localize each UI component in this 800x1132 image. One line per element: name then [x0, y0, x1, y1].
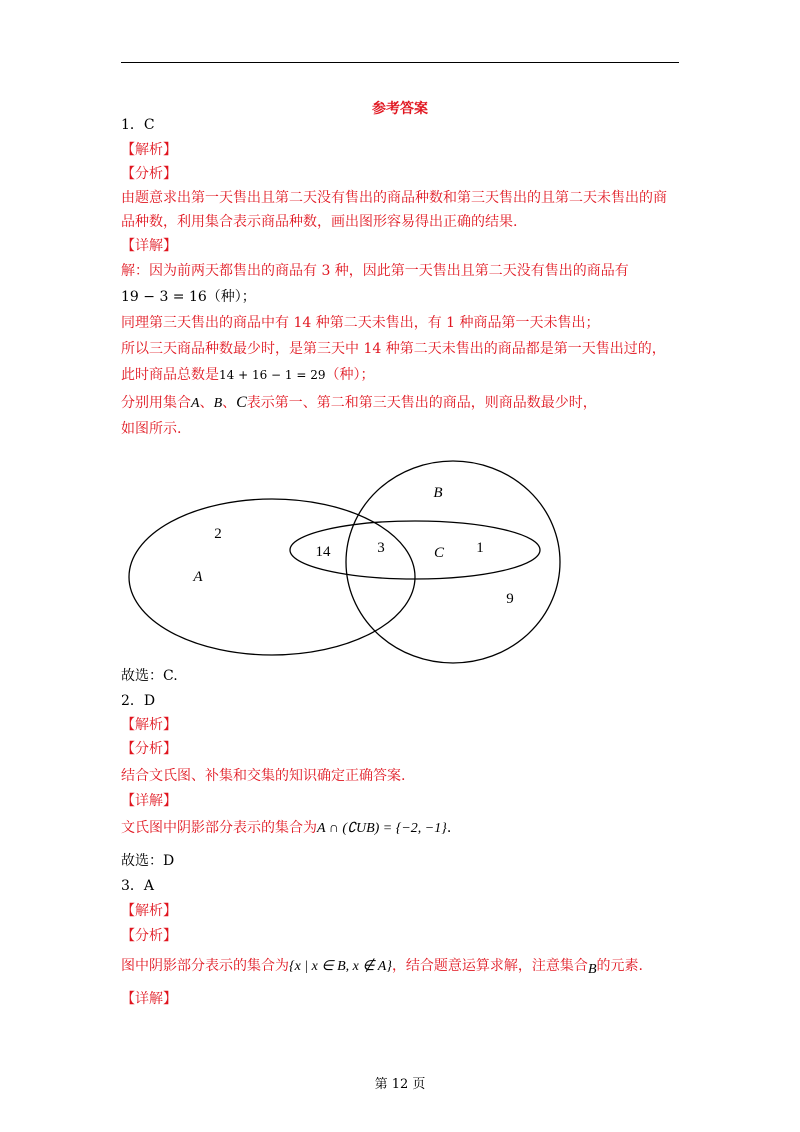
q1-detail-1: 解：因为前两天都售出的商品有 3 种，因此第一天售出且第二天没有售出的商品有: [121, 263, 629, 279]
q3-fenxi-text: [121, 957, 643, 976]
page-number: 第 12 页: [374, 1077, 426, 1092]
q1-detail-6-post: 表示第一、第二和第三天售出的商品，则商品数最少时，: [246, 395, 597, 411]
q1-xiangjie-heading: 【详解】: [121, 238, 177, 254]
q2-jiexi-heading: 【解析】: [121, 717, 177, 733]
q2-detail-1-post: .: [446, 820, 452, 836]
venn-region-b-c: 1: [476, 540, 484, 556]
venn-label-c: C: [433, 545, 445, 561]
q2-detail-1-pre: 文氏图中阴影部分表示的集合为: [121, 820, 317, 836]
q1-detail-6-sep2: 、: [222, 395, 237, 411]
venn-region-b-only: 9: [506, 591, 514, 607]
q1-detail-7: 如图所示.: [121, 421, 182, 437]
q2-detail-1-math: A ∩ (∁UB) = {−2, −1}: [317, 821, 447, 836]
q3-jiexi-heading: 【解析】: [121, 903, 177, 919]
q1-fenxi-text-2: 品种数，利用集合表示商品种数，画出图形容易得出正确的结果.: [121, 214, 518, 230]
q1-detail-5-pre: 此时商品总数是: [121, 367, 219, 383]
q2-detail-1: [121, 819, 451, 838]
venn-region-a-c: 14: [315, 544, 331, 560]
q2-fenxi-heading: 【分析】: [121, 741, 177, 757]
venn-label-a: A: [193, 569, 203, 585]
venn-diagram: [0, 450, 800, 670]
q1-detail-5-post: （种）；: [325, 367, 375, 383]
q1-detail-6-sep1: 、: [199, 395, 214, 411]
q3-fenxi-post: 的元素.: [596, 958, 643, 974]
q1-detail-6: [121, 394, 597, 413]
venn-region-a-only: 2: [214, 526, 222, 542]
q2-fenxi-text: 结合文氏图、补集和交集的知识确定正确答案.: [121, 768, 406, 784]
header-rule: [121, 62, 679, 63]
q3-fenxi-mid: ，结合题意运算求解，注意集合: [391, 958, 588, 974]
q2-xiangjie-heading: 【详解】: [121, 793, 177, 809]
q2-answer: 2．D: [121, 693, 156, 709]
set-a-symbol: A: [191, 396, 200, 411]
set-b-symbol: B: [213, 396, 223, 411]
q1-detail-5-math: 14 + 16 − 1 = 29: [219, 368, 326, 382]
page-title: 参考答案: [372, 101, 428, 117]
q1-conclusion: 故选：C.: [121, 668, 178, 684]
set-c-symbol: C: [236, 394, 247, 411]
q2-conclusion: 故选：D: [121, 853, 175, 869]
q1-detail-2: 19 − 3 = 16（种）；: [121, 289, 256, 305]
q1-fenxi-heading: 【分析】: [121, 166, 177, 182]
q3-answer: 3．A: [121, 878, 155, 894]
q1-answer: 1．C: [121, 117, 155, 133]
q3-fenxi-b: B: [587, 962, 597, 977]
q3-fenxi-heading: 【分析】: [121, 928, 177, 944]
q1-detail-4: 所以三天商品种数最少时，是第三天中 14 种第二天未售出的商品都是第一天售出过的，: [121, 341, 666, 357]
q1-detail-3: 同理第三天售出的商品中有 14 种第二天未售出，有 1 种商品第一天未售出；: [121, 315, 600, 331]
q1-detail-5: [121, 366, 375, 384]
q1-fenxi-text-1: 由题意求出第一天售出且第二天没有售出的商品种数和第三天售出的且第二天未售出的商: [121, 190, 667, 206]
venn-label-b: B: [433, 485, 443, 501]
q1-jiexi-heading: 【解析】: [121, 142, 177, 158]
venn-region-abc: 3: [377, 540, 385, 556]
q3-fenxi-pre: 图中阴影部分表示的集合为: [121, 958, 289, 974]
q3-fenxi-math: {x | x ∈ B, x ∉ A}: [289, 959, 392, 974]
q3-xiangjie-heading: 【详解】: [121, 991, 177, 1007]
q1-detail-6-pre: 分别用集合: [121, 395, 191, 411]
